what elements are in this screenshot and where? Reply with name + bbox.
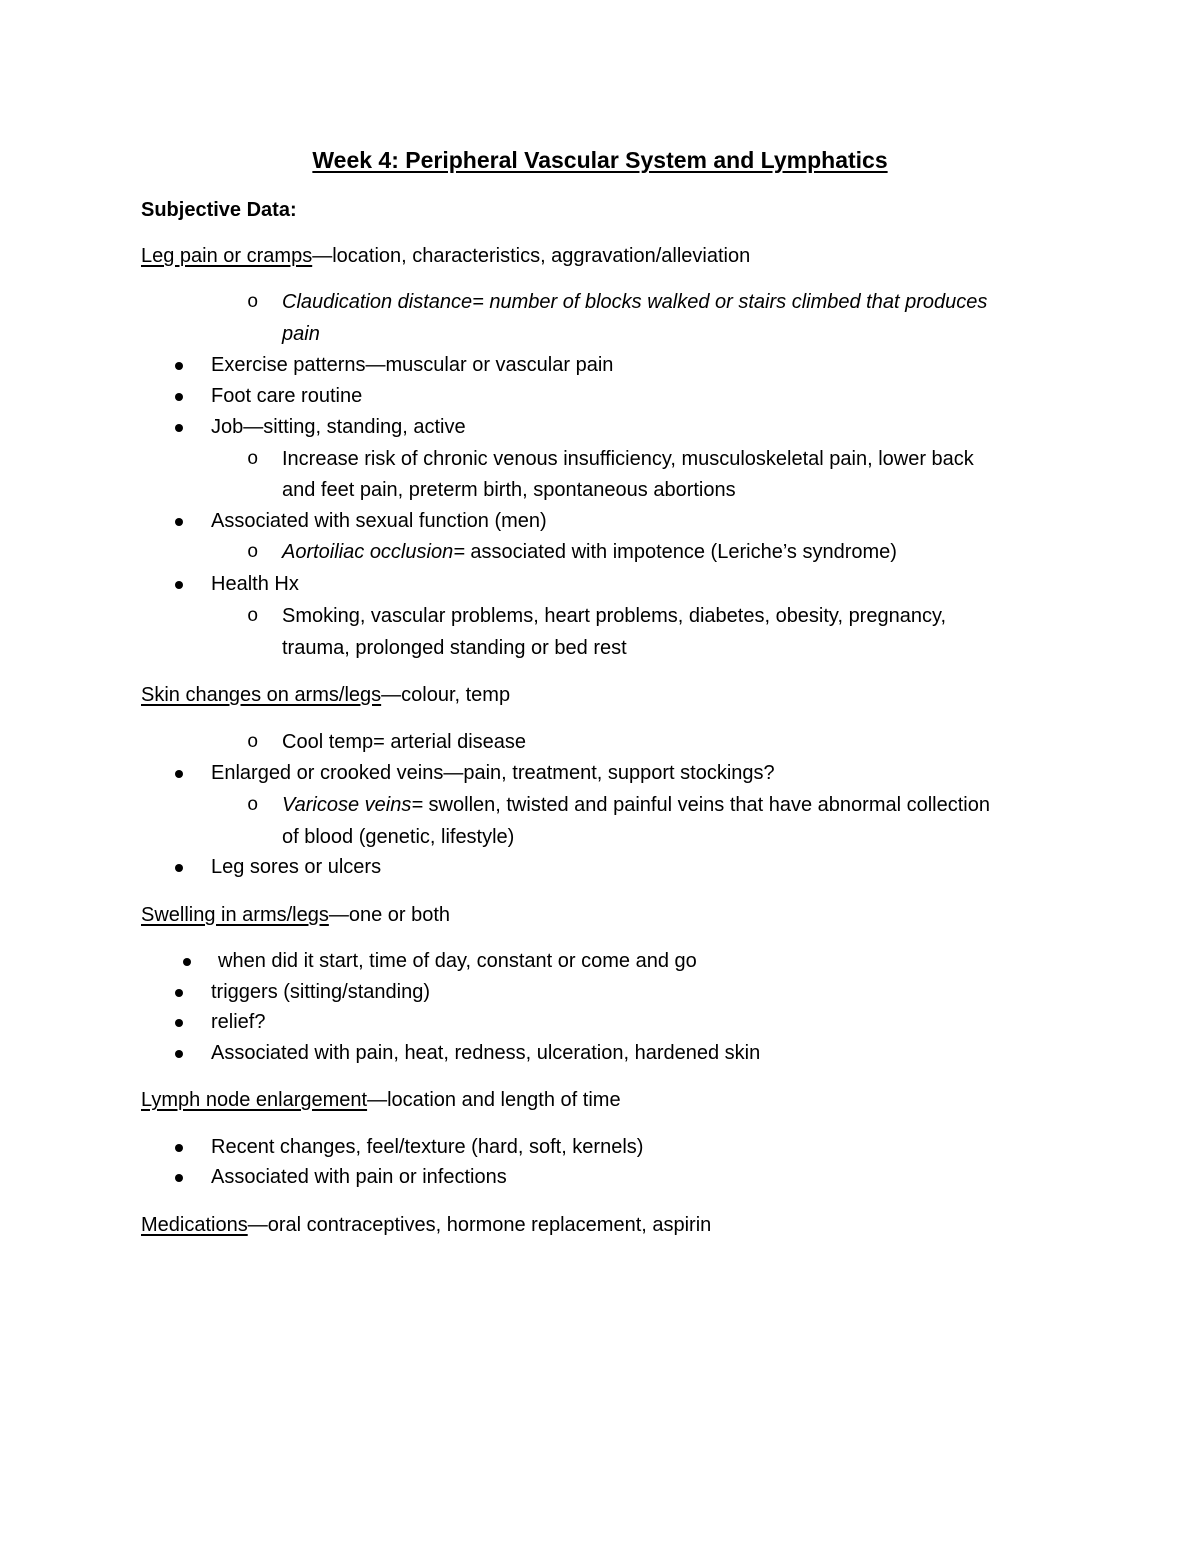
sub-bullet-glyph: o — [247, 731, 259, 753]
varicose-detail: swollen, twisted and painful veins that have abnormal collection — [423, 794, 990, 816]
health-hx-sub-text-cont: trauma, prolonged standing or bed rest — [282, 637, 627, 659]
bullet-dot — [175, 770, 183, 778]
sub-bullet-glyph: o — [247, 448, 259, 470]
bullet-dot — [175, 989, 183, 997]
foot-care-item: Foot care routine — [211, 385, 363, 407]
sub-bullet-glyph: o — [247, 794, 259, 816]
bullet-dot — [183, 958, 191, 966]
bullet-dot — [175, 1144, 183, 1152]
varicose-line — [282, 793, 990, 817]
bullet-dot — [175, 581, 183, 589]
sub-bullet-glyph: o — [247, 541, 259, 563]
veins-item: Enlarged or crooked veins—pain, treatment, support stockings? — [211, 762, 775, 784]
swelling-item: Associated with pain, heat, redness, ulceration, hardened skin — [211, 1042, 761, 1064]
exercise-item: Exercise patterns—muscular or vascular pain — [211, 354, 614, 376]
leg-pain-detail: —location, characteristics, aggravation/alleviation — [312, 245, 751, 267]
lymph-node-line — [141, 1088, 621, 1112]
bullet-dot — [175, 864, 183, 872]
aortoiliac-detail: associated with impotence (Leriche’s syndrome) — [464, 541, 897, 563]
varicose-text-cont: of blood (genetic, lifestyle) — [282, 826, 515, 848]
leg-pain-heading: Leg pain or cramps — [141, 245, 313, 267]
lymph-item: Recent changes, feel/texture (hard, soft, kernels) — [211, 1136, 644, 1158]
swelling-item: when did it start, time of day, constant or come and go — [218, 950, 697, 972]
job-sub-text: Increase risk of chronic venous insufficiency, musculoskeletal pain, lower back — [282, 448, 974, 470]
lymph-node-heading: Lymph node enlargement — [141, 1089, 368, 1111]
claudication-text: Claudication distance= number of blocks walked or stairs climbed that produces — [282, 291, 988, 313]
swelling-heading: Swelling in arms/legs — [141, 904, 329, 926]
bullet-dot — [175, 362, 183, 370]
bullet-dot — [175, 518, 183, 526]
sub-bullet-glyph: o — [247, 605, 259, 627]
varicose-term: Varicose veins= — [282, 794, 423, 816]
skin-changes-line — [141, 683, 510, 707]
bullet-dot — [175, 424, 183, 432]
bullet-dot — [175, 393, 183, 401]
sub-bullet-glyph: o — [247, 291, 259, 313]
medications-line — [141, 1213, 711, 1237]
swelling-item: relief? — [211, 1011, 266, 1033]
cool-temp-text: Cool temp= arterial disease — [282, 731, 527, 753]
swelling-detail: —one or both — [328, 904, 451, 926]
job-item: Job—sitting, standing, active — [211, 416, 466, 438]
health-hx-sub-text: Smoking, vascular problems, heart problems, diabetes, obesity, pregnancy, — [282, 605, 947, 627]
swelling-item: triggers (sitting/standing) — [211, 981, 430, 1003]
health-hx-item: Health Hx — [211, 573, 299, 595]
job-sub-text-cont: and feet pain, preterm birth, spontaneous abortions — [282, 479, 736, 501]
medications-detail: —oral contraceptives, hormone replacement, aspirin — [247, 1214, 712, 1236]
bullet-dot — [175, 1050, 183, 1058]
aortoiliac-line — [282, 540, 897, 564]
claudication-text-cont: pain — [282, 323, 320, 345]
page-title: Week 4: Peripheral Vascular System and Lymphatics — [312, 147, 888, 173]
lymph-item: Associated with pain or infections — [211, 1166, 507, 1188]
skin-changes-heading: Skin changes on arms/legs — [141, 684, 382, 706]
bullet-dot — [175, 1019, 183, 1027]
leg-pain-line — [141, 244, 750, 268]
medications-heading: Medications — [141, 1214, 248, 1236]
leg-sores-item: Leg sores or ulcers — [211, 856, 382, 878]
sexual-function-item: Associated with sexual function (men) — [211, 510, 547, 532]
skin-changes-detail: —colour, temp — [381, 684, 511, 706]
lymph-node-detail: —location and length of time — [367, 1089, 621, 1111]
subjective-heading: Subjective Data: — [141, 199, 297, 221]
swelling-line — [141, 903, 450, 927]
bullet-dot — [175, 1174, 183, 1182]
aortoiliac-term: Aortoiliac occlusion= — [282, 541, 465, 563]
